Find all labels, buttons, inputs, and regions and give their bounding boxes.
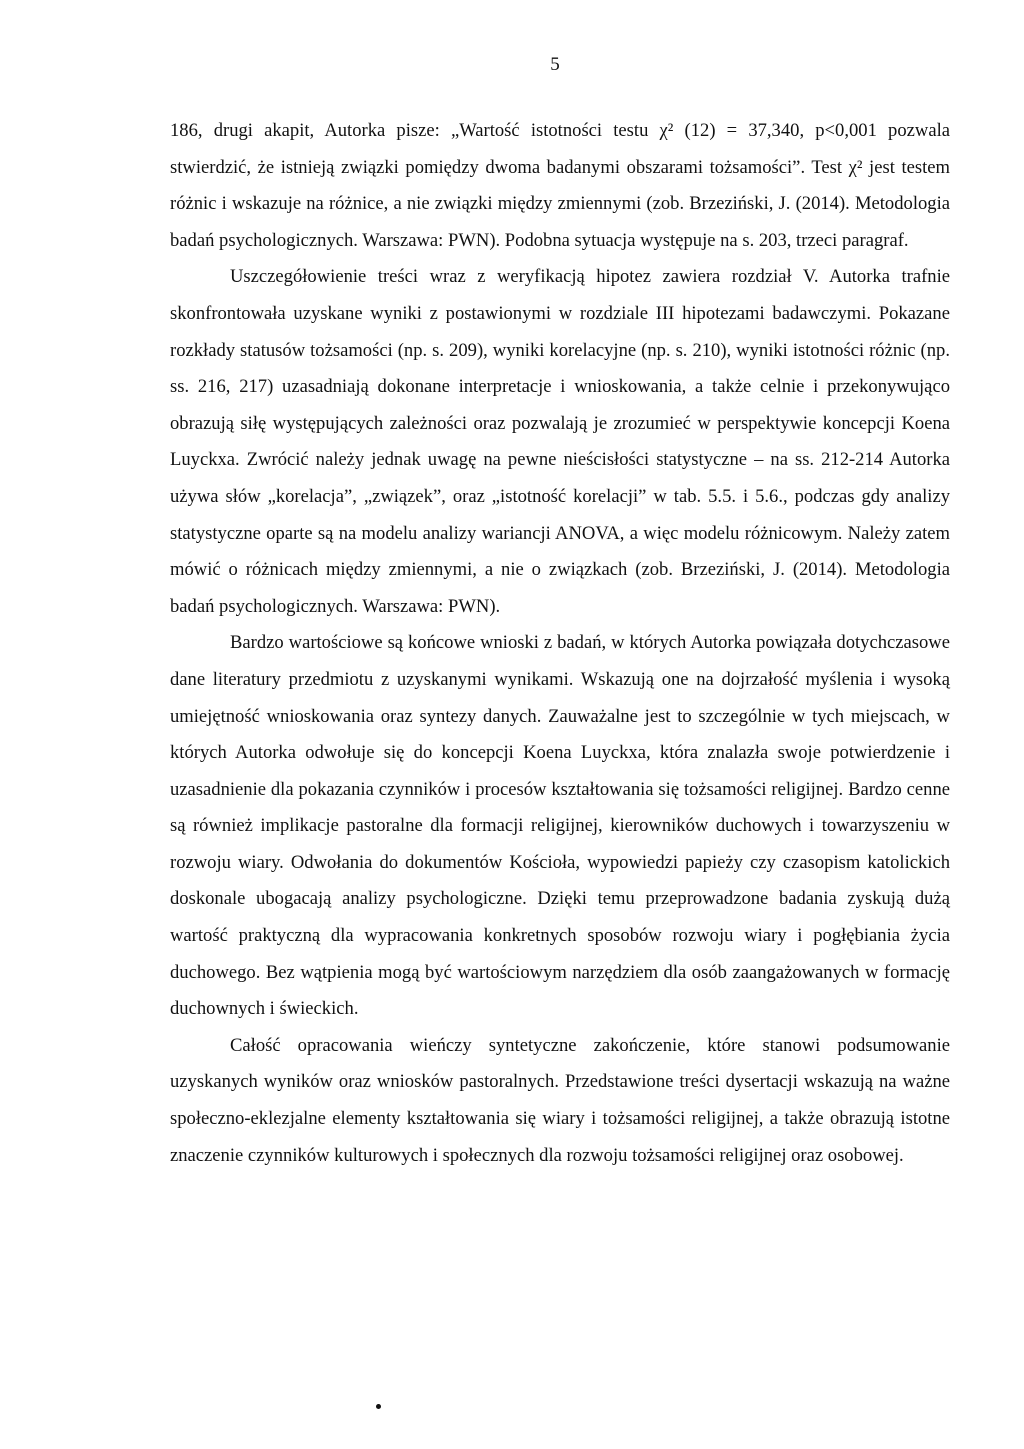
paragraph-conclusions: Bardzo wartościowe są końcowe wnioski z badań, w których Autorka powiązała dotychczasowe dane literatury przedmiotu z uzyskanymi wynikami. Wskazują one na dojrzałość myślenia i wysoką umiejętność wnioskowania oraz syntezy danych. Zauważalne jest to szczególnie w tych miejscach, w których Autorka odwołuje się do koncepcji Koena Luyckxa, która znalazła swoje potwierdzenie i uzasadnienie dla pokazania czynników i procesów kształtowania się tożsamości religijnej. Bardzo cenne są również implikacje pastoralne dla formacji religijnej, kierowników duchowych i towarzyszeniu w rozwoju wiary. Odwołania do dokumentów Kościoła, wypowiedzi papieży czy czasopism katolickich doskonale ubogacają analizy psychologiczne. Dzięki temu przeprowadzone badania zyskują dużą wartość praktyczną dla wypracowania konkretnych sposobów rozwoju wiary i pogłębiania życia duchowego. Bez wątpienia mogą być wartościowym narzędziem dla osób zaangażowanych w formację duchownych i świeckich. — [170, 632, 950, 1020]
paragraph-summary: Całość opracowania wieńczy syntetyczne zakończenie, które stanowi podsumowanie uzyskanych wyników oraz wniosków pastoralnych. Przedstawione treści dysertacji wskazują na ważne społeczno-eklezjalne elementy kształtowania się wiary i tożsamości religijnej, a także obrazują istotne znaczenie czynników kulturowych i społecznych dla rozwoju tożsamości religijnej oraz osobowej. — [170, 1034, 950, 1166]
paragraph-continuation: 186, drugi akapit, Autorka pisze: „Wartość istotności testu χ² (12) = 37,340, p<0,001 pozwala stwierdzić, że istnieją związki pomiędzy dwoma badanymi obszarami tożsamości”. Test χ² jest testem różnic i wskazuje na różnice, a nie związki między zmiennymi (zob. Brzeziński, J. (2014). Metodologia badań psychologicznych. Warszawa: PWN). Podobna sytuacja występuje na s. 203, trzeci paragraf. — [170, 120, 950, 251]
document-body — [170, 113, 950, 1174]
end-mark — [376, 1404, 381, 1409]
paragraph-chapter-v: Uszczegółowienie treści wraz z weryfikacją hipotez zawiera rozdział V. Autorka trafnie skonfrontowała uzyskane wyniki z postawionymi w rozdziale III hipotezami badawczymi. Pokazane rozkłady statusów tożsamości (np. s. 209), wyniki korelacyjne (np. s. 210), wyniki istotności różnic (np. ss. 216, 217) uzasadniają dokonane interpretacje i wnioskowania, a także celnie i przekonywująco obrazują siłę występujących zależności oraz pozwalają je zrozumieć w perspektywie koncepcji Koena Luyckxa. Zwrócić należy jednak uwagę na pewne nieścisłości statystyczne – na ss. 212-214 Autorka używa słów „korelacja”, „związek”, oraz „istotność korelacji” w tab. 5.5. i 5.6., podczas gdy analizy statystyczne oparte są na modelu analizy wariancji ANOVA, a więc modelu różnicowym. Należy zatem mówić o różnicach między zmiennymi, a nie o związkach (zob. Brzeziński, J. (2014). Metodologia badań psychologicznych. Warszawa: PWN). — [170, 266, 950, 617]
page-number: 5 — [550, 54, 560, 75]
